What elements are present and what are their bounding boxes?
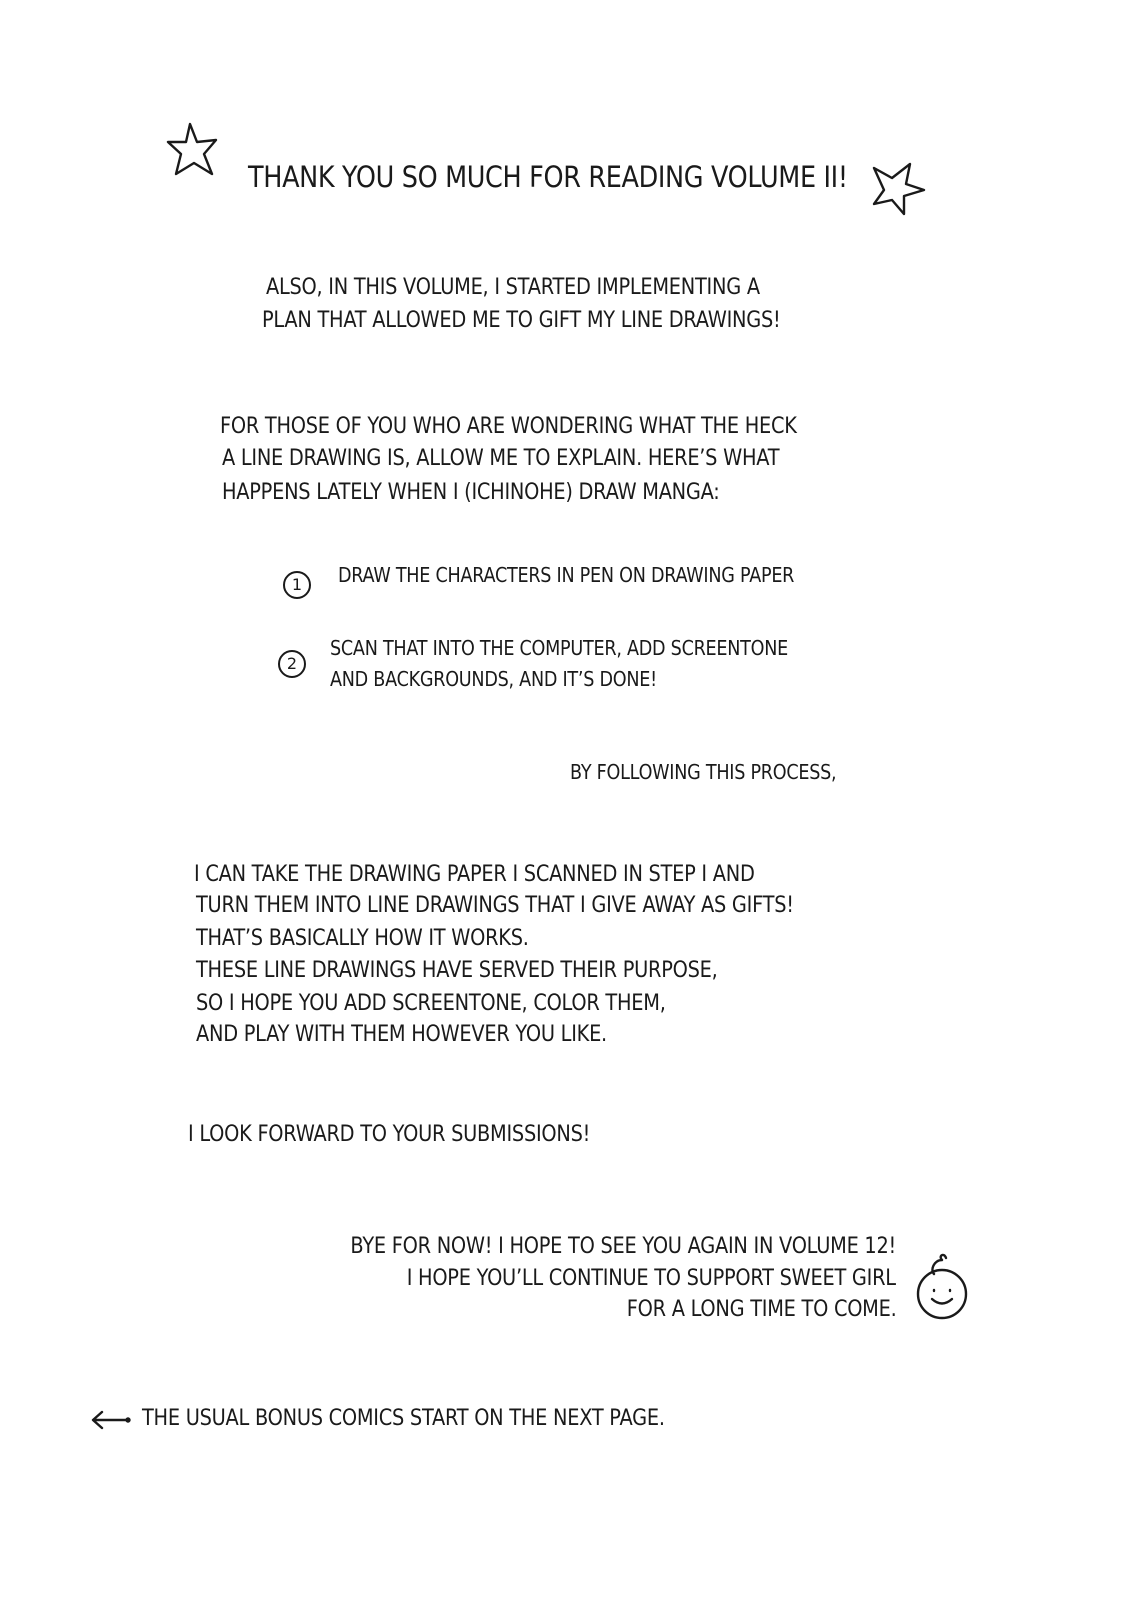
result-line: THESE LINE DRAWINGS HAVE SERVED THEIR PURPOSE,: [196, 958, 718, 983]
explain-line: HAPPENS LATELY WHEN I (ICHINOHE) DRAW MANGA:: [222, 480, 720, 505]
step-number-badge: 2: [278, 650, 306, 678]
result-line: THAT’S BASICALLY HOW IT WORKS.: [196, 926, 529, 951]
farewell-line: BYE FOR NOW! I HOPE TO SEE YOU AGAIN IN VOLUME 12!: [350, 1234, 896, 1259]
result-line: SO I HOPE YOU ADD SCREENTONE, COLOR THEM,: [196, 991, 666, 1016]
process-line: BY FOLLOWING THIS PROCESS,: [570, 760, 837, 784]
intro-line: PLAN THAT ALLOWED ME TO GIFT MY LINE DRAWINGS!: [262, 308, 781, 333]
smiley-face-icon: [912, 1250, 972, 1320]
arrow-left-icon: [90, 1408, 132, 1432]
page-title: THANK YOU SO MUCH FOR READING VOLUME II!: [248, 160, 848, 194]
step-number-badge: 1: [283, 571, 311, 599]
step-text: SCAN THAT INTO THE COMPUTER, ADD SCREENTONE: [330, 636, 789, 660]
farewell-line: I HOPE YOU’LL CONTINUE TO SUPPORT SWEET GIRL: [406, 1266, 896, 1291]
intro-line: ALSO, IN THIS VOLUME, I STARTED IMPLEMENTING A: [266, 275, 760, 300]
step-text: DRAW THE CHARACTERS IN PEN ON DRAWING PAPER: [338, 563, 795, 587]
explain-line: A LINE DRAWING IS, ALLOW ME TO EXPLAIN. HERE’S WHAT: [222, 446, 780, 471]
explain-line: FOR THOSE OF YOU WHO ARE WONDERING WHAT THE HECK: [220, 414, 797, 439]
result-line: AND PLAY WITH THEM HOWEVER YOU LIKE.: [196, 1022, 607, 1047]
submissions-line: I LOOK FORWARD TO YOUR SUBMISSIONS!: [188, 1122, 591, 1147]
star-icon: [164, 120, 224, 180]
farewell-line: FOR A LONG TIME TO COME.: [626, 1297, 896, 1322]
star-icon: [870, 160, 930, 218]
next-page-note: THE USUAL BONUS COMICS START ON THE NEXT PAGE.: [142, 1406, 665, 1431]
result-line: I CAN TAKE THE DRAWING PAPER I SCANNED IN STEP I AND: [194, 862, 755, 887]
step-text: AND BACKGROUNDS, AND IT’S DONE!: [330, 667, 657, 691]
result-line: TURN THEM INTO LINE DRAWINGS THAT I GIVE AWAY AS GIFTS!: [196, 893, 794, 918]
